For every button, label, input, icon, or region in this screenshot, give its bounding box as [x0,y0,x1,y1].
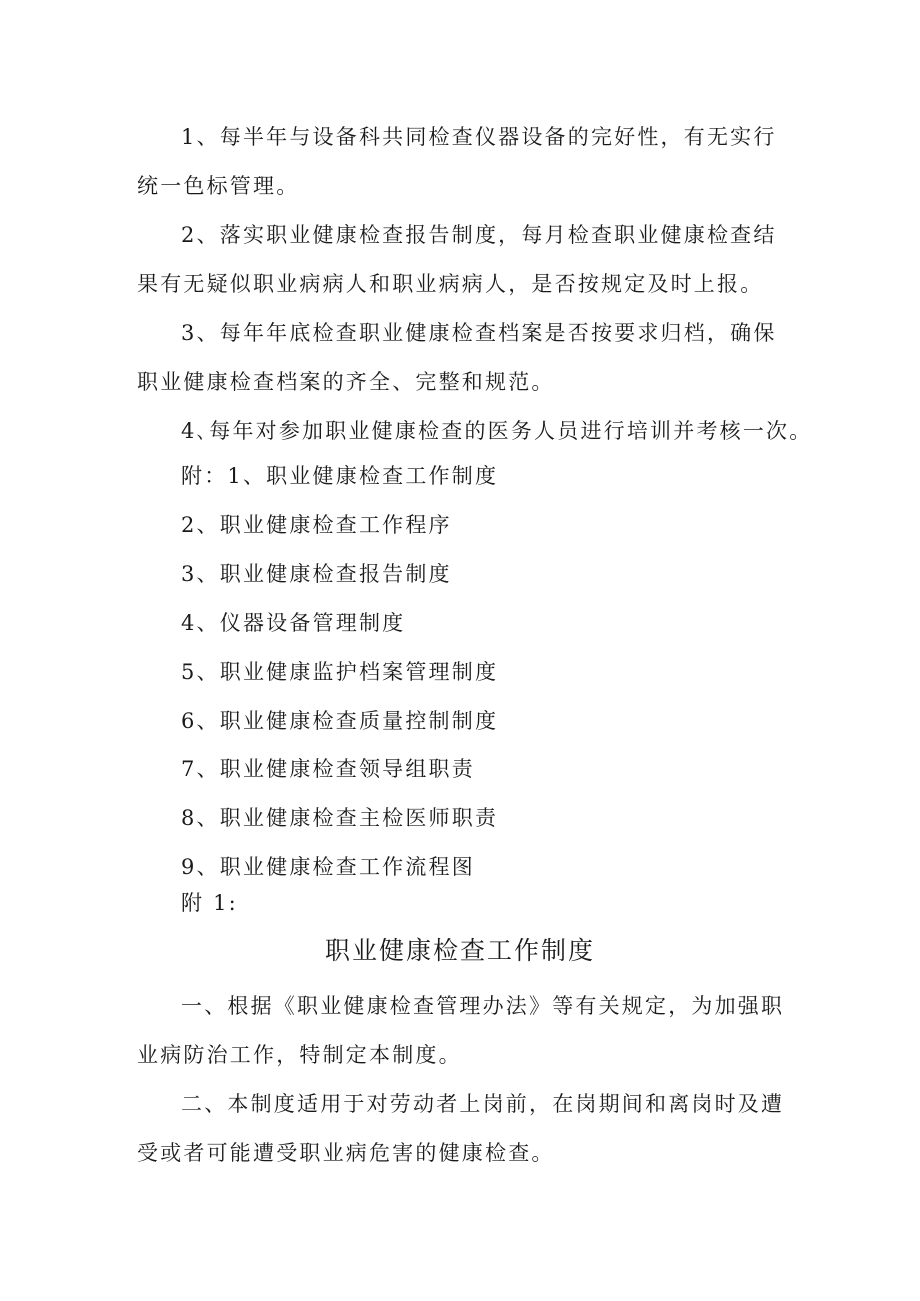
appendix-list-item: 4、仪器设备管理制度 [181,611,406,635]
appendix-list-item: 附：1、职业健康检查工作制度 [181,464,499,488]
paragraph-report-system: 2、落实职业健康检查报告制度，每月检查职业健康检查结果有无疑似职业病病人和职业病病人，是否按规定及时上报。 [137,223,777,296]
appendix-list-item: 3、职业健康检查报告制度 [181,562,452,586]
paragraph-scope: 二、本制度适用于对劳动者上岗前，在岗期间和离岗时及遭受或者可能遭受职业病危害的健康检查。 [137,1092,785,1165]
paragraph-basis: 一、根据《职业健康检查管理办法》等有关规定，为加强职业病防治工作，特制定本制度。 [137,994,785,1067]
appendix-list-item: 9、职业健康检查工作流程图 [181,855,475,879]
appendix-label: 附 1: [181,891,238,915]
appendix-list-item: 7、职业健康检查领导组职责 [181,757,475,781]
section-title: 职业健康检查工作制度 [324,936,595,965]
paragraph-staff-training: 4､每年对参加职业健康检查的医务人员进行培训并考核一次。 [181,419,813,443]
appendix-list-item: 8、职业健康检查主检医师职责 [181,806,499,830]
appendix-list-item: 6、职业健康检查质量控制制度 [181,709,499,733]
appendix-list-item: 2、职业健康检查工作程序 [181,513,452,537]
paragraph-archive-check: 3、每年年底检查职业健康检查档案是否按要求归档，确保职业健康检查档案的齐全、完整和规范。 [137,321,777,394]
appendix-list-item: 5、职业健康监护档案管理制度 [181,660,499,684]
paragraph-equipment-check: 1、每半年与设备科共同检查仪器设备的完好性，有无实行统一色标管理。 [137,125,777,198]
